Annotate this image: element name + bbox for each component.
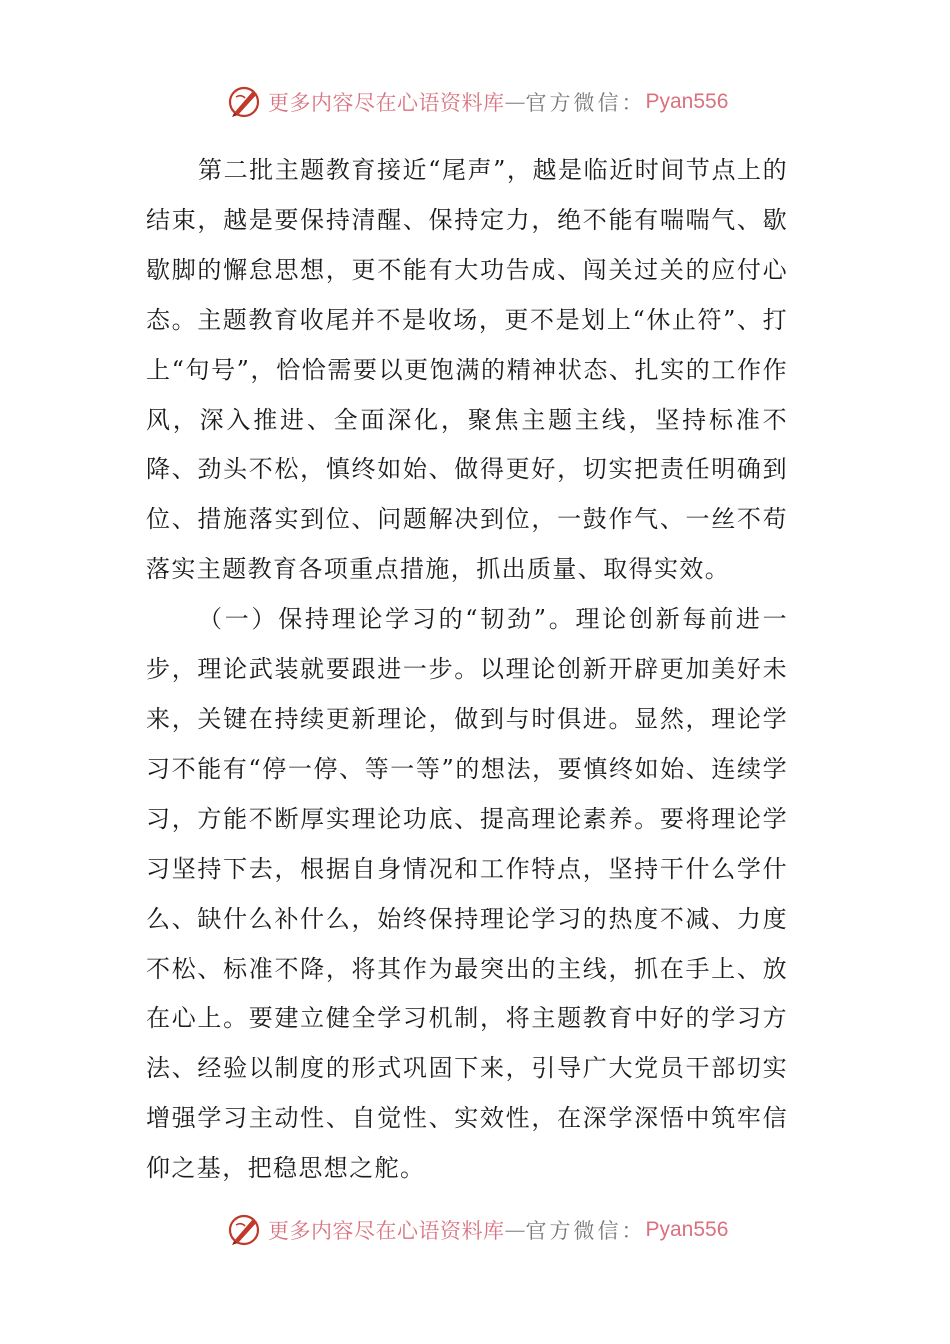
header-separator: — [504, 90, 526, 114]
header-brand-text: 更多内容尽在心语资料库 [268, 91, 505, 115]
footer-wechat-label: 官方微信： [525, 1219, 646, 1243]
header-watermark-banner [226, 80, 728, 124]
footer-watermark-banner [226, 1208, 728, 1252]
document-body [146, 146, 788, 1194]
footer-separator: — [504, 1218, 526, 1242]
footer-brand-text: 更多内容尽在心语资料库 [268, 1219, 505, 1243]
pen-logo-icon [226, 1212, 262, 1248]
footer-wechat-id: Pyan556 [645, 1218, 729, 1241]
body-paragraph-1: 第二批主题教育接近“尾声”，越是临近时间节点上的结束，越是要保持清醒、保持定力，绝不能有喘喘气、歇歇脚的懈怠思想，更不能有大功告成、闯关过关的应付心态。主题教育收尾并不是收场，更不是划上“休止符”、打上“句号”，恰恰需要以更饱满的精神状态、扎实的工作作风，深入推进、全面深化，聚焦主题主线，坚持标准不降、劲头不松，慎终如始、做得更好，切实把责任明确到位、措施落实到位、问题解决到位，一鼓作气、一丝不苟落实主题教育各项重点措施，抓出质量、取得实效。 [146, 156, 788, 584]
pen-logo-icon [226, 84, 262, 120]
header-wechat-label: 官方微信： [525, 91, 646, 115]
body-paragraph-2: （一）保持理论学习的“韧劲”。理论创新每前进一步，理论武装就要跟进一步。以理论创新开辟更加美好未来，关键在持续更新理论，做到与时俱进。显然，理论学习不能有“停一停、等一等”的想法，要慎终如始、连续学习，方能不断厚实理论功底、提高理论素养。要将理论学习坚持下去，根据自身情况和工作特点，坚持干什么学什么、缺什么补什么，始终保持理论学习的热度不减、力度不松、标准不降，将其作为最突出的主线，抓在手上、放在心上。要建立健全学习机制，将主题教育中好的学习方法、经验以制度的形式巩固下来，引导广大党员干部切实增强学习主动性、自觉性、实效性，在深学深悟中筑牢信仰之基，把稳思想之舵。 [146, 605, 788, 1183]
header-wechat-id: Pyan556 [645, 90, 729, 113]
